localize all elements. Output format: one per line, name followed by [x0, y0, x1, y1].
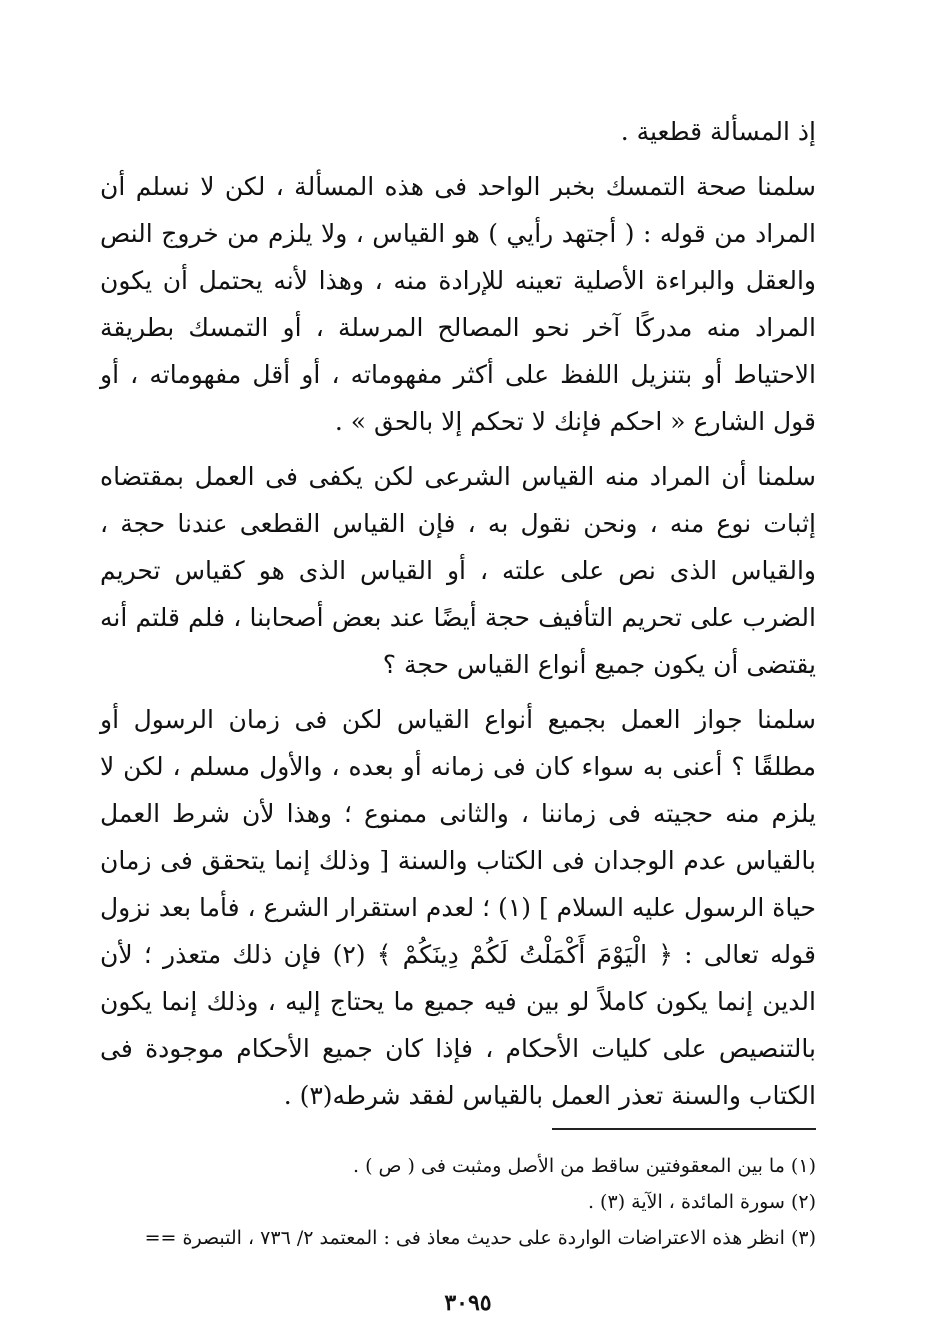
main-text	[100, 108, 816, 1119]
footnote-1: (١) ما بين المعقوفتين ساقط من الأصل ومثبت فى ( ص ) .	[353, 1155, 816, 1177]
footnote-divider	[552, 1128, 816, 1130]
paragraph-3: سلمنا أن المراد منه القياس الشرعى لكن يكفى فى العمل بمقتضاه إثبات نوع منه ، ونحن نقول به ، فإن القياس القطعى عندنا حجة ، والقياس الذى نص على علته ، أو القياس الذى هو كقياس تحريم الضرب على تحريم التأفيف حجة أيضًا عند بعض أصحابنا ، فلم قلتم أنه يقتضى أن يكون جميع أنواع القياس حجة ؟	[100, 462, 816, 679]
paragraph-4: سلمنا جواز العمل بجميع أنواع القياس لكن فى زمان الرسول أو مطلقًا ؟ أعنى به سواء كان فى زمانه أو بعده ، والأول مسلم ، لكن لا يلزم منه حجيته فى زماننا ، والثانى ممنوع ؛ وهذا لأن شرط العمل بالقياس عدم الوجدان فى الكتاب والسنة [ وذلك إنما يتحقق فى زمان حياة الرسول عليه السلام ] (١) ؛ لعدم استقرار الشرع ، فأما بعد نزول قوله تعالى : ﴿ الْيَوْمَ أَكْمَلْتُ لَكُمْ دِينَكُمْ ﴾ (٢) فإن ذلك متعذر ؛ لأن الدين إنما يكون كاملاً لو بين فيه جميع ما يحتاج إليه ، وذلك إنما يكون بالتنصيص على كليات الأحكام ، فإذا كان جميع الأحكام موجودة فى الكتاب والسنة تعذر العمل بالقياس لفقد شرطه(٣) .	[100, 705, 816, 1110]
footnotes	[100, 1148, 816, 1256]
paragraph-2: سلمنا صحة التمسك بخبر الواحد فى هذه المسألة ، لكن لا نسلم أن المراد من قوله : ( أجتهد رأيي ) هو القياس ، ولا يلزم من خروج النص والعقل والبراءة الأصلية تعينه للإرادة منه ، وهذا لأنه يحتمل أن يكون المراد منه مدركًا آخر نحو المصالح المرسلة ، أو التمسك بطريقة الاحتياط أو بتنزيل اللفظ على أكثر مفهوماته ، أو أقل مفهوماته ، أو قول الشارع « احكم فإنك لا تحكم إلا بالحق » .	[100, 172, 816, 436]
footnote-3: (٣) انظر هذه الاعتراضات الواردة على حديث معاذ فى : المعتمد ٢/ ٧٣٦ ، التبصرة ==	[144, 1227, 816, 1249]
footnote-2: (٢) سورة المائدة ، الآية (٣) .	[587, 1191, 816, 1213]
page-number: ٣٠٩٥	[444, 1290, 492, 1316]
paragraph-1: إذ المسألة قطعية .	[620, 117, 816, 146]
